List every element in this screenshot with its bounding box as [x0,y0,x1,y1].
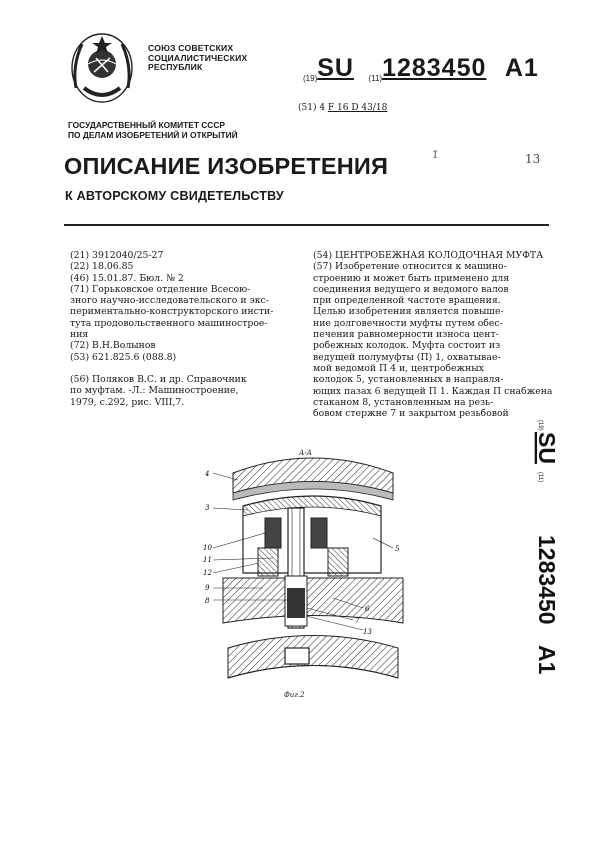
abstract-line: соединения ведущего и ведомого валов [313,283,509,295]
figure-caption: Фиг.2 [284,691,305,699]
ipc-classification [298,103,387,113]
ussr-emblem-icon [66,28,138,108]
technical-drawing [203,448,423,710]
callout-label: 6 [365,605,370,613]
biblio-line: тута продовольственного машинострое- [70,317,268,329]
publication-number [303,54,539,83]
document-title: ОПИСАНИЕ ИЗОБРЕТЕНИЯ [64,153,389,179]
abstract-line: ющих пазах 6 ведущей П 1. Каждая П снабжена [313,385,553,397]
abstract-line: Целью изобретения является повыше- [313,306,504,318]
callout-label: 8 [205,597,210,605]
biblio-line: периментально-конструкторского инсти- [70,306,274,318]
abstract-line: печения равномерности износа цент- [313,329,499,341]
country-name [148,44,247,73]
callout-label: 13 [363,628,372,636]
ipc-value: F 16 D 43/18 [327,103,388,113]
biblio-line: (53) 621.825.6 (088.8) [70,351,177,363]
bibliographic-data [70,250,298,408]
committee-line: ГОСУДАРСТВЕННЫЙ КОМИТЕТ СССР [68,120,225,130]
biblio-line: (72) В.Н.Волынов [70,340,156,352]
callout-label: 4 [205,470,210,478]
abstract [313,250,553,419]
patent-number: 1283450 [382,54,487,82]
callout-label: 5 [395,545,400,553]
reference-line: (56) Поляков В.С. и др. Справочник [70,373,247,385]
code-11: (11) [368,74,383,83]
abstract-line: бовом стержне 7 и закрытом резьбовой [313,408,509,420]
side-publication-number [527,420,567,720]
side-number: 1283450 [534,535,560,625]
country-code: SU [317,54,354,82]
abstract-line: строению и может быть применено для [313,272,510,284]
ipc-code: (51) 4 [298,103,326,113]
side-code-11: (11) [537,472,543,483]
side-country: SU [534,432,560,464]
abstract-line: ние долговечности муфты путем обес- [313,317,503,329]
callout-label: 9 [205,584,210,592]
country-line: СОЦИАЛИСТИЧЕСКИХ [148,52,248,63]
abstract-line: при определенной частоте вращения. [313,295,501,307]
reference-line: по муфтам. -Л.: Машиностроение, [70,385,239,397]
callout-label: 10 [203,544,212,552]
abstract-line: колодок 5, установленных в направля- [313,374,504,386]
abstract-line: мой ведомой П 4 и, центробежных [313,362,484,374]
callout-label: 12 [203,569,212,577]
callout-label: 11 [203,556,212,564]
callout-label: 7 [355,617,360,625]
country-line: СОЮЗ СОВЕТСКИХ [148,43,234,53]
reference-line: 1979, с.292, рис. VIII,7. [70,396,185,408]
biblio-line: (46) 15.01.87. Бюл. № 2 [70,272,184,284]
callout-label: 3 [205,504,210,512]
code-19: (19) [303,74,318,83]
abstract-line: (54) ЦЕНТРОБЕЖНАЯ КОЛОДОЧНАЯ МУФТА [313,250,544,261]
library-stamp-left: 1̈ [432,150,439,161]
biblio-line: зного научно-исследовательского и экс- [70,295,269,307]
abstract-line: робежных колодок. Муфта состоит из [313,340,501,352]
committee-line: ПО ДЕЛАМ ИЗОБРЕТЕНИЙ И ОТКРЫТИЙ [68,130,238,140]
section-label: А-А [299,449,312,457]
library-stamp-right: 13 [525,152,541,166]
abstract-line: стаканом 8, установленным на резь- [313,396,494,408]
biblio-line: (71) Горьковское отделение Всесою- [70,283,251,295]
biblio-line: ния [70,329,89,341]
committee [68,120,238,140]
header-divider [64,224,549,226]
kind-code: A1 [504,54,539,82]
document-subtitle: К АВТОРСКОМУ СВИДЕТЕЛЬСТВУ [65,189,284,203]
abstract-line: (57) Изобретение относится к машино- [313,261,507,273]
biblio-line: (22) 18.06.85 [70,261,134,273]
abstract-line: ведущей полумуфты (П) 1, охватывае- [313,351,501,363]
side-code-19: (19) [537,420,543,431]
biblio-line: (21) 3912040/25-27 [70,250,164,261]
country-line: РЕСПУБЛИК [148,62,203,72]
side-kind: A1 [534,645,560,675]
